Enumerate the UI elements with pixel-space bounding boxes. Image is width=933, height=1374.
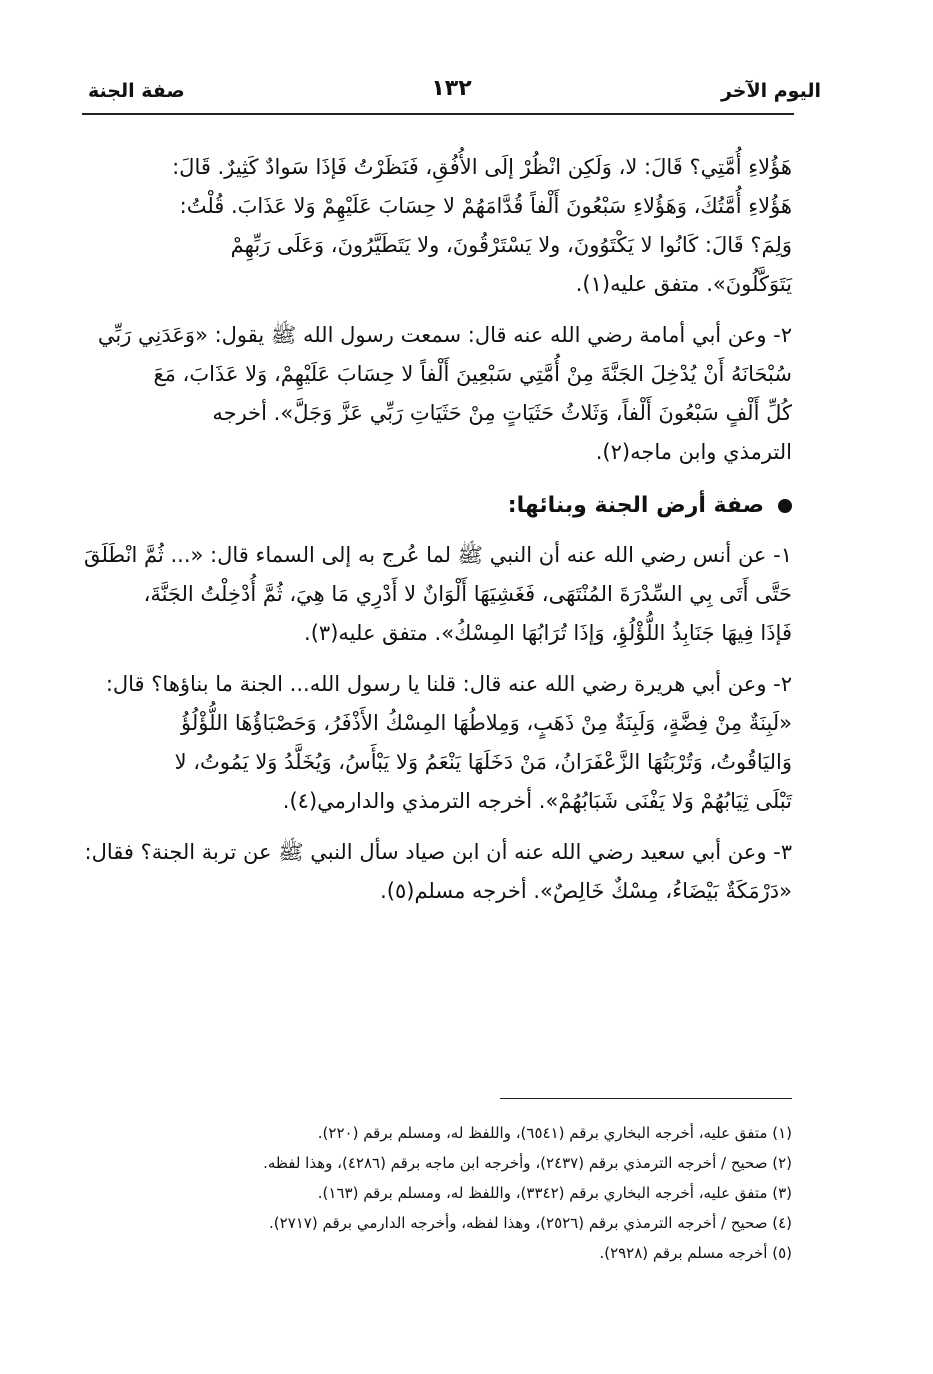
header-divider bbox=[82, 113, 794, 115]
text-line: حَتَّى أَتَى بِي السِّدْرَةَ المُنْتَهَى، فَغَشِيَهَا أَلْوَانٌ لا أَدْرِي مَا هِيَ، ثُمَّ أُدْخِلْتُ الجَنَّةَ، bbox=[143, 582, 792, 606]
text-line: «دَرْمَكَةٌ بَيْضَاءُ، مِسْكٌ خَالِصٌ». أخرجه مسلم(٥). bbox=[380, 879, 792, 903]
section-heading-text: صفة أرض الجنة وبنائها: bbox=[507, 493, 764, 518]
text-line: يَتَوَكَّلُونَ». متفق عليه(١). bbox=[575, 272, 792, 296]
paragraph-hadith-2 bbox=[80, 316, 792, 472]
paragraph-hadith-anas bbox=[80, 536, 792, 653]
page-header bbox=[82, 76, 821, 112]
page-number: ١٣٢ bbox=[431, 76, 472, 101]
text-line: فَإذَا فِيهَا جَنَابِذُ اللُّؤْلُؤِ، وَإذَا تُرَابُهَا المِسْكُ». متفق عليه(٣). bbox=[304, 621, 792, 645]
text-line: هَؤُلاءِ أُمَّتُكَ، وَهَؤُلاءِ سَبْعُونَ أَلْفاً قُدَّامَهُمْ لا حِسَابَ عَلَيْهِمْ وَلا عَذَابَ. قُلْتُ: bbox=[179, 194, 792, 218]
footnotes bbox=[90, 1118, 792, 1268]
text-line: هَؤُلاءِ أُمَّتِي؟ قَالَ: لا، وَلَكِن انْظُرْ إلَى الأُفُقِ، فَنَظَرْتُ فَإذَا سَوادٌ كَثِيرٌ. قَالَ: bbox=[172, 155, 792, 179]
text-line: وَلِمَ؟ قَالَ: كَانُوا لا يَكْتَوُونَ، ولا يَسْتَرْقُونَ، ولا يَتَطَيَّرُونَ، وَعَلَى رَبِّهِمْ bbox=[230, 233, 792, 257]
running-title-right: اليوم الآخر bbox=[720, 80, 821, 102]
footnote: (٣) متفق عليه، أخرجه البخاري برقم (٣٣٤٢)، واللفظ له، ومسلم برقم (١٦٣). bbox=[317, 1184, 792, 1202]
text-line: ٣- وعن أبي سعيد رضي الله عنه أن ابن صياد سأل النبي ﷺ عن تربة الجنة؟ فقال: bbox=[84, 840, 792, 864]
footnote-divider bbox=[500, 1098, 792, 1099]
running-title-left: صفة الجنة bbox=[88, 80, 185, 102]
section-heading bbox=[80, 486, 792, 526]
text-line: ٢- وعن أبي هريرة رضي الله عنه قال: قلنا يا رسول الله... الجنة ما بناؤها؟ قال: bbox=[105, 672, 792, 696]
bullet-icon bbox=[778, 499, 792, 513]
paragraph-hadith-abu-said bbox=[80, 833, 792, 911]
paragraph-hadith-abu-hurayra bbox=[80, 665, 792, 821]
footnote: (٥) أخرجه مسلم برقم (٢٩٢٨). bbox=[599, 1244, 792, 1262]
text-line: ١- عن أنس رضي الله عنه أن النبي ﷺ لما عُرج به إلى السماء قال: «... ثُمَّ انْطَلَقَ bbox=[83, 543, 792, 567]
main-text bbox=[80, 148, 792, 923]
text-line: كُلِّ أَلْفٍ سَبْعُونَ أَلْفاً، وَثَلاثُ حَثَيَاتٍ مِنْ حَثَيَاتِ رَبِّي عَزَّ وَجَلَّ». أخرجه bbox=[212, 401, 792, 425]
footnote: (٢) صحيح / أخرجه الترمذي برقم (٢٤٣٧)، وأخرجه ابن ماجه برقم (٤٢٨٦)، وهذا لفظه. bbox=[263, 1154, 792, 1172]
text-line: ٢- وعن أبي أمامة رضي الله عنه قال: سمعت رسول الله ﷺ يقول: «وَعَدَنِي رَبِّي bbox=[97, 323, 792, 347]
footnote: (٤) صحيح / أخرجه الترمذي برقم (٢٥٢٦)، وهذا لفظه، وأخرجه الدارمي برقم (٢٧١٧). bbox=[269, 1214, 792, 1232]
text-line: تَبْلَى ثِيَابُهُمْ وَلا يَفْنَى شَبَابُهُمْ». أخرجه الترمذي والدارمي(٤). bbox=[282, 789, 792, 813]
text-line: «لَبِنَةٌ مِنْ فِضَّةٍ، وَلَبِنَةٌ مِنْ ذَهَبٍ، وَمِلاطُهَا المِسْكُ الأَذْفَرُ، وَحَصْبَاؤُهَا اللُّؤْلُؤُ bbox=[180, 711, 792, 735]
text-line: الترمذي وابن ماجه(٢). bbox=[595, 440, 792, 464]
footnote: (١) متفق عليه، أخرجه البخاري برقم (٦٥٤١)، واللفظ له، ومسلم برقم (٢٢٠). bbox=[317, 1124, 792, 1142]
text-line: سُبْحَانَهُ أَنْ يُدْخِلَ الجَنَّةَ مِنْ أُمَّتِي سَبْعِينَ أَلْفاً لا حِسَابَ عَلَيْهِمْ، وَلا عَذَابَ، مَعَ bbox=[153, 362, 792, 386]
text-line: وَاليَاقُوتُ، وَتُرْبَتُهَا الزَّعْفَرَانُ، مَنْ دَخَلَهَا يَنْعَمُ وَلا يَبْأَسُ، وَيُخَلَّدُ وَلا يَمُوتُ، لا bbox=[174, 750, 792, 774]
paragraph-hadith-continuation bbox=[80, 148, 792, 304]
